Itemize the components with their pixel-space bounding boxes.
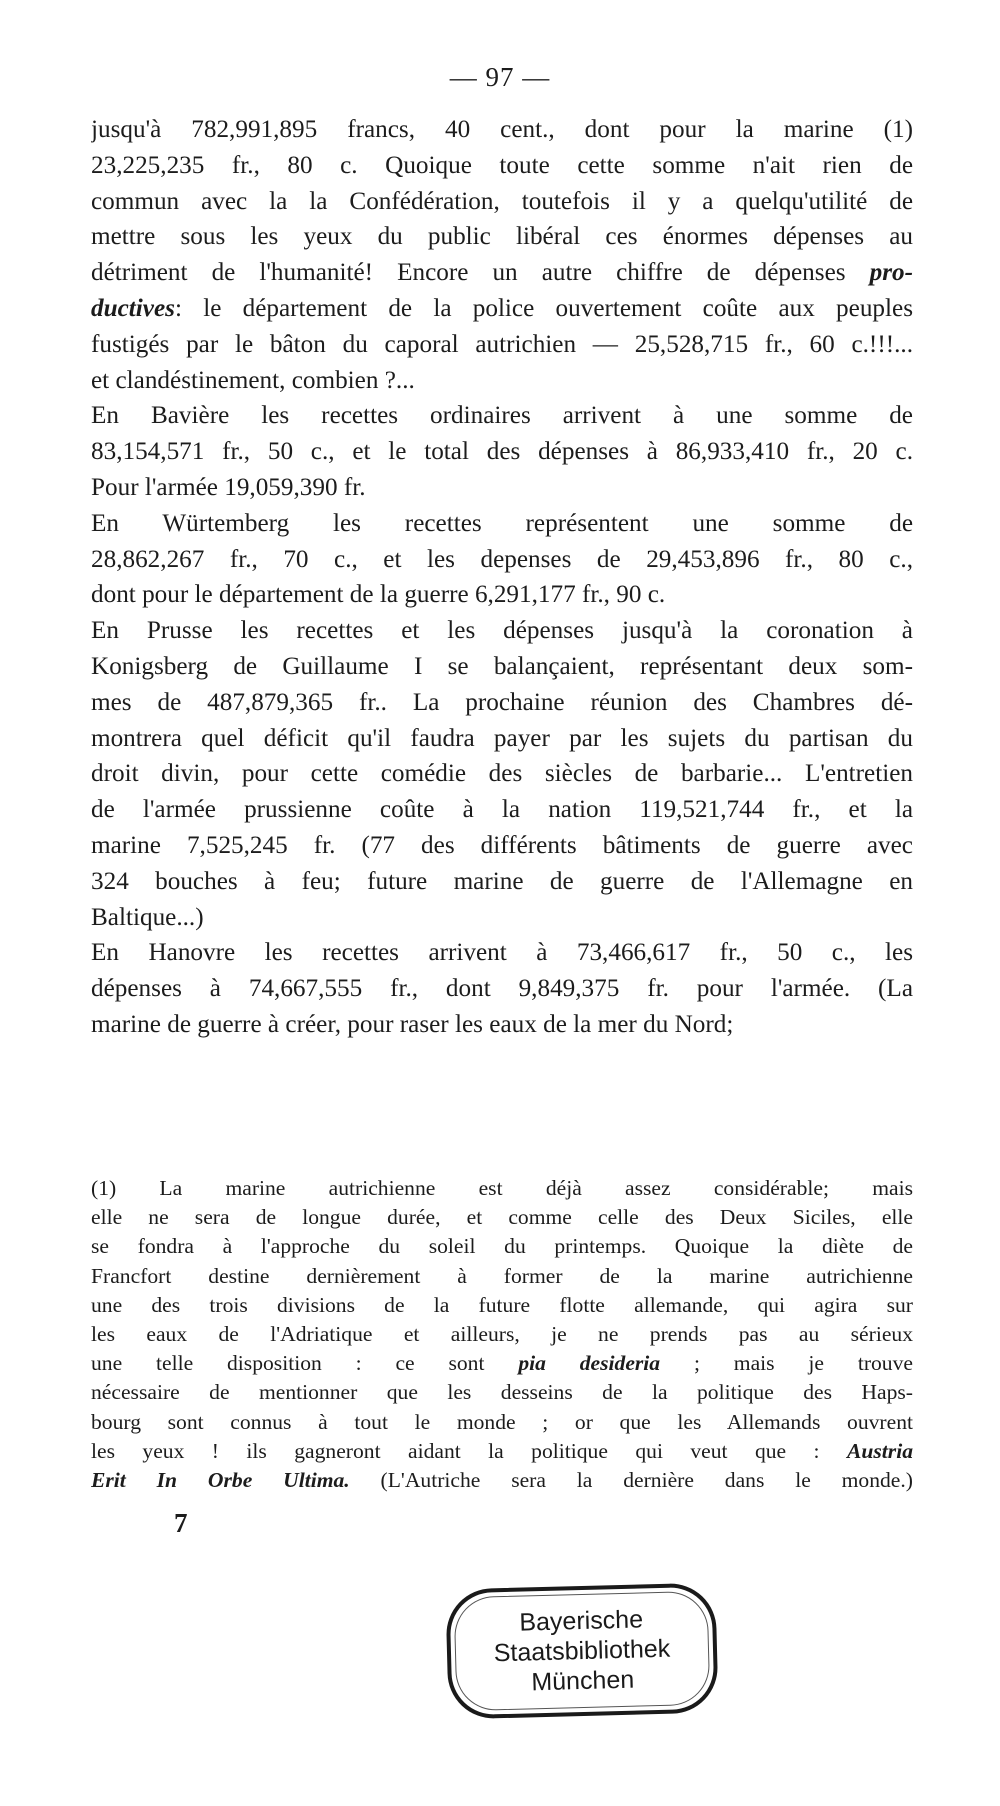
body-text: mettre sous les yeux du public libéral ces énormes dépenses au [91,223,913,251]
body-line [91,363,913,399]
footnote-text: une des trois divisions de la future flotte allemande, qui agira sur [91,1292,913,1317]
footnote-italic-text: Erit In Orbe Ultima. [91,1467,350,1492]
body-line [91,900,913,936]
body-text: marine 7,525,245 fr. (77 des différents bâtiments de guerre avec [91,831,913,859]
body-line [91,685,913,721]
body-text: montrera quel déficit qu'il faudra payer par les sujets du partisan du [91,724,913,752]
body-text: En Prusse les recettes et les dépenses jusqu'à la coronation à [91,617,913,645]
body-text: détriment de l'humanité! Encore un autre chiffre de dépenses [91,259,870,287]
footnote-text: Francfort destine dernièrement à former de la marine autrichienne [91,1263,913,1288]
body-line [91,1007,913,1043]
footnote-italic-text: pia desideria [518,1351,661,1376]
footnote-text: nécessaire de mentionner que les desseins de la politique des Haps- [91,1380,913,1405]
body-text: Baltique...) [91,903,204,931]
page-number: — 97 — [449,62,551,92]
signature-mark: 7 [174,1508,188,1538]
footnote-text: (L'Autriche sera la dernière dans le monde.) [349,1467,913,1492]
body-text: Pour l'armée 19,059,390 fr. [91,473,366,501]
body-line [91,470,913,506]
body-line [91,219,913,255]
body-text: dépenses à 74,667,555 fr., dont 9,849,375 fr. pour l'armée. (La [91,975,913,1003]
footnote-line [91,1232,913,1261]
footnote-line [91,1203,913,1232]
footnote-text: ; mais je trouve [660,1351,913,1376]
footnote-text: les eaux de l'Adriatique et ailleurs, je ne prends pas au sérieux [91,1321,913,1346]
footnote-line [91,1174,913,1203]
body-text: 324 bouches à feu; future marine de guerre de l'Allemagne en [91,867,913,895]
body-line [91,864,913,900]
body-line [91,935,913,971]
body-text: commun avec la la Confédération, toutefois il y a quelqu'utilité de [91,187,913,215]
body-line [91,649,913,685]
body-text: de l'armée prussienne coûte à la nation 119,521,744 fr., et la [91,796,913,824]
footnote-italic-text: Austria [846,1438,913,1463]
stamp-line-2: Staatsbibliothek [493,1634,671,1668]
body-italic-text: ductives [91,294,175,322]
footnote-text: elle ne sera de longue durée, et comme celle des Deux Siciles, elle [91,1205,913,1230]
stamp-line-3: München [530,1665,635,1697]
body-line [91,291,913,327]
body-text [91,112,913,1043]
body-text: Konigsberg de Guillaume I se balançaient, représentant deux som- [91,652,913,680]
body-text: 83,154,571 fr., 50 c., et le total des dépenses à 86,933,410 fr., 20 c. [91,438,913,466]
body-line [91,756,913,792]
body-line [91,434,913,470]
body-line [91,721,913,757]
body-line [91,255,913,291]
body-line [91,577,913,613]
body-text: fustigés par le bâton du caporal autrichien — 25,528,715 fr., 60 c.!!!... [91,330,913,358]
footnote-line [91,1466,913,1495]
body-line [91,148,913,184]
footnote-line [91,1349,913,1378]
body-text: droit divin, pour cette comédie des siècles de barbarie... L'entretien [91,760,913,788]
footnote-line [91,1408,913,1437]
footnote-line [91,1378,913,1407]
body-text: et clandéstinement, combien ?... [91,366,415,394]
body-text: : le département de la police ouvertement coûte aux peuples [174,294,913,322]
body-text: mes de 487,879,365 fr.. La prochaine réunion des Chambres dé- [91,688,913,716]
footnote-line [91,1437,913,1466]
body-line [91,542,913,578]
body-line [91,971,913,1007]
footnote-line [91,1262,913,1291]
stamp-line-1: Bayerische [519,1605,644,1637]
body-line [91,184,913,220]
footnote-text: les yeux ! ils gagneront aidant la politique qui veut que : [91,1438,847,1463]
body-text: En Hanovre les recettes arrivent à 73,466,617 fr., 50 c., les [91,939,913,967]
body-text: marine de guerre à créer, pour raser les eaux de la mer du Nord; [91,1010,734,1038]
footnote-line [91,1320,913,1349]
body-line [91,398,913,434]
body-text: 28,862,267 fr., 70 c., et les depenses de 29,453,896 fr., 80 c., [91,545,913,573]
body-text: 23,225,235 fr., 80 c. Quoique toute cette somme n'ait rien de [91,151,913,179]
footnote-text: une telle disposition : ce sont [91,1351,519,1376]
body-line [91,112,913,148]
footnote-text: se fondra à l'approche du soleil du printemps. Quoique la diète de [91,1234,913,1259]
body-italic-text: pro- [869,259,913,287]
footnote-text: bourg sont connus à tout le monde ; or que les Allemands ouvrent [91,1409,913,1434]
footnote-text: (1) La marine autrichienne est déjà assez considérable; mais [91,1176,913,1200]
body-line [91,828,913,864]
body-text: jusqu'à 782,991,895 francs, 40 cent., dont pour la marine (1) [91,116,913,143]
body-text: En Würtemberg les recettes représentent une somme de [91,509,913,537]
footnote-line [91,1291,913,1320]
body-line [91,792,913,828]
body-text: dont pour le département de la guerre 6,291,177 fr., 90 c. [91,581,666,609]
footnote [91,1174,913,1495]
body-line [91,506,913,542]
body-text: En Bavière les recettes ordinaires arrivent à une somme de [91,402,913,430]
library-stamp [445,1582,718,1719]
body-line [91,613,913,649]
body-line [91,327,913,363]
